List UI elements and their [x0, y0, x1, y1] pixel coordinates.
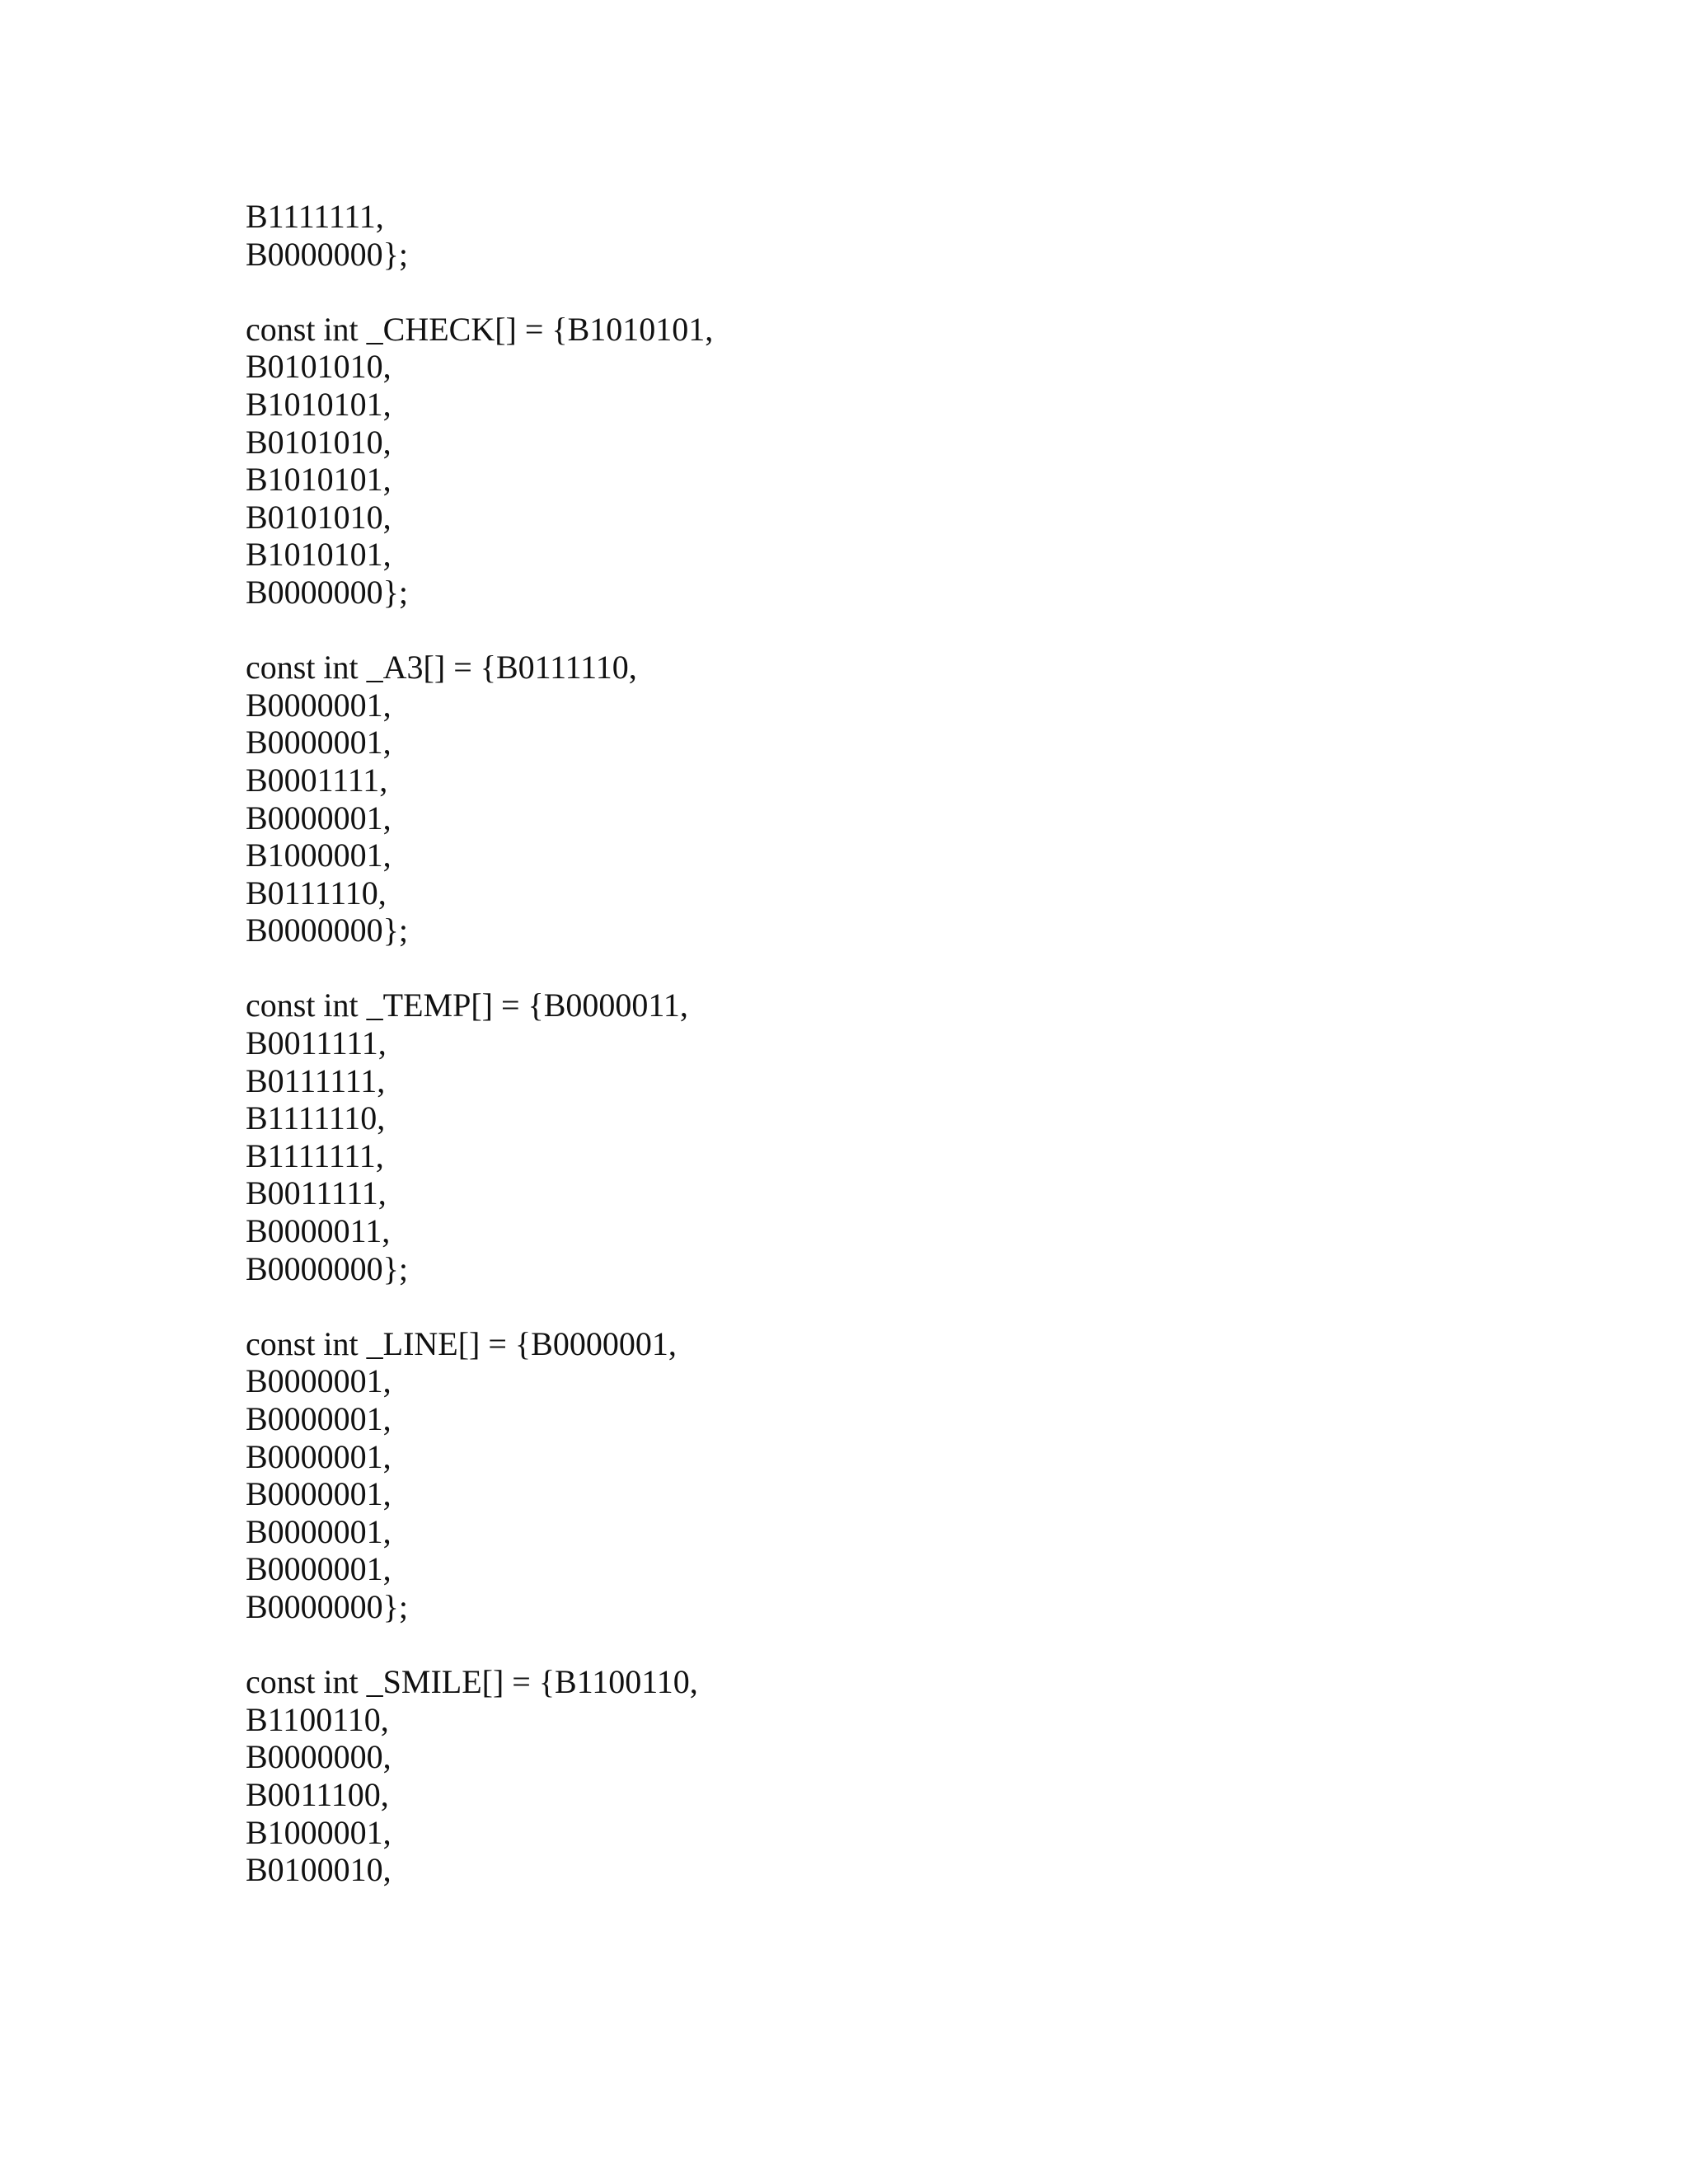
code-line: B1100110, — [246, 1700, 389, 1738]
code-line: B0000001, — [246, 686, 392, 724]
code-line: B0000000}; — [246, 235, 408, 273]
code-line: B0000001, — [246, 1550, 392, 1588]
code-group — [246, 649, 1482, 949]
array-declaration: const int _A3[] = {B0111110, — [246, 649, 637, 687]
code-line: B0000000}; — [246, 1587, 408, 1625]
code-line: B0000001, — [246, 1512, 392, 1550]
array-declaration: const int _CHECK[] = {B1010101, — [246, 310, 714, 348]
code-line: B1111110, — [246, 1099, 386, 1137]
code-line: B0111111, — [246, 1062, 386, 1099]
code-group — [246, 1325, 1482, 1626]
code-line: B0111110, — [246, 874, 387, 912]
code-line: B1010101, — [246, 536, 392, 574]
code-line: B1010101, — [246, 385, 392, 423]
blank-line — [246, 273, 1482, 311]
code-line: B0000001, — [246, 1400, 392, 1437]
code-group — [246, 1663, 1482, 1889]
code-line: B1111111, — [246, 198, 384, 235]
blank-line — [246, 1287, 1482, 1325]
code-line: B1000001, — [246, 1813, 392, 1851]
code-line: B0000001, — [246, 1437, 392, 1475]
code-group — [246, 987, 1482, 1287]
code-line: B0000001, — [246, 799, 392, 837]
code-line: B0000011, — [246, 1212, 391, 1250]
array-declaration: const int _LINE[] = {B0000001, — [246, 1324, 677, 1362]
code-line: B0011111, — [246, 1174, 387, 1212]
blank-line — [246, 949, 1482, 987]
array-declaration: const int _SMILE[] = {B1100110, — [246, 1663, 698, 1701]
blank-line — [246, 1626, 1482, 1664]
code-line: B0011100, — [246, 1775, 389, 1813]
code-line: B0000001, — [246, 724, 392, 762]
code-line: B1111111, — [246, 1137, 384, 1174]
code-line: B0101010, — [246, 423, 392, 461]
code-line: B0000001, — [246, 1475, 392, 1513]
code-group — [246, 311, 1482, 612]
code-listing — [246, 198, 1482, 1889]
code-line: B0000000, — [246, 1738, 392, 1776]
code-group — [246, 198, 1482, 273]
code-line: B0100010, — [246, 1851, 392, 1889]
code-line: B0101010, — [246, 498, 392, 536]
blank-line — [246, 612, 1482, 649]
code-line: B0000001, — [246, 1362, 392, 1400]
code-line: B0001111, — [246, 761, 388, 799]
code-line: B1000001, — [246, 837, 392, 874]
code-line: B0000000}; — [246, 912, 408, 949]
array-declaration: const int _TEMP[] = {B0000011, — [246, 987, 688, 1024]
code-line: B1010101, — [246, 461, 392, 499]
code-line: B0011111, — [246, 1024, 387, 1062]
code-line: B0000000}; — [246, 1249, 408, 1287]
code-line: B0101010, — [246, 348, 392, 386]
code-line: B0000000}; — [246, 573, 408, 611]
